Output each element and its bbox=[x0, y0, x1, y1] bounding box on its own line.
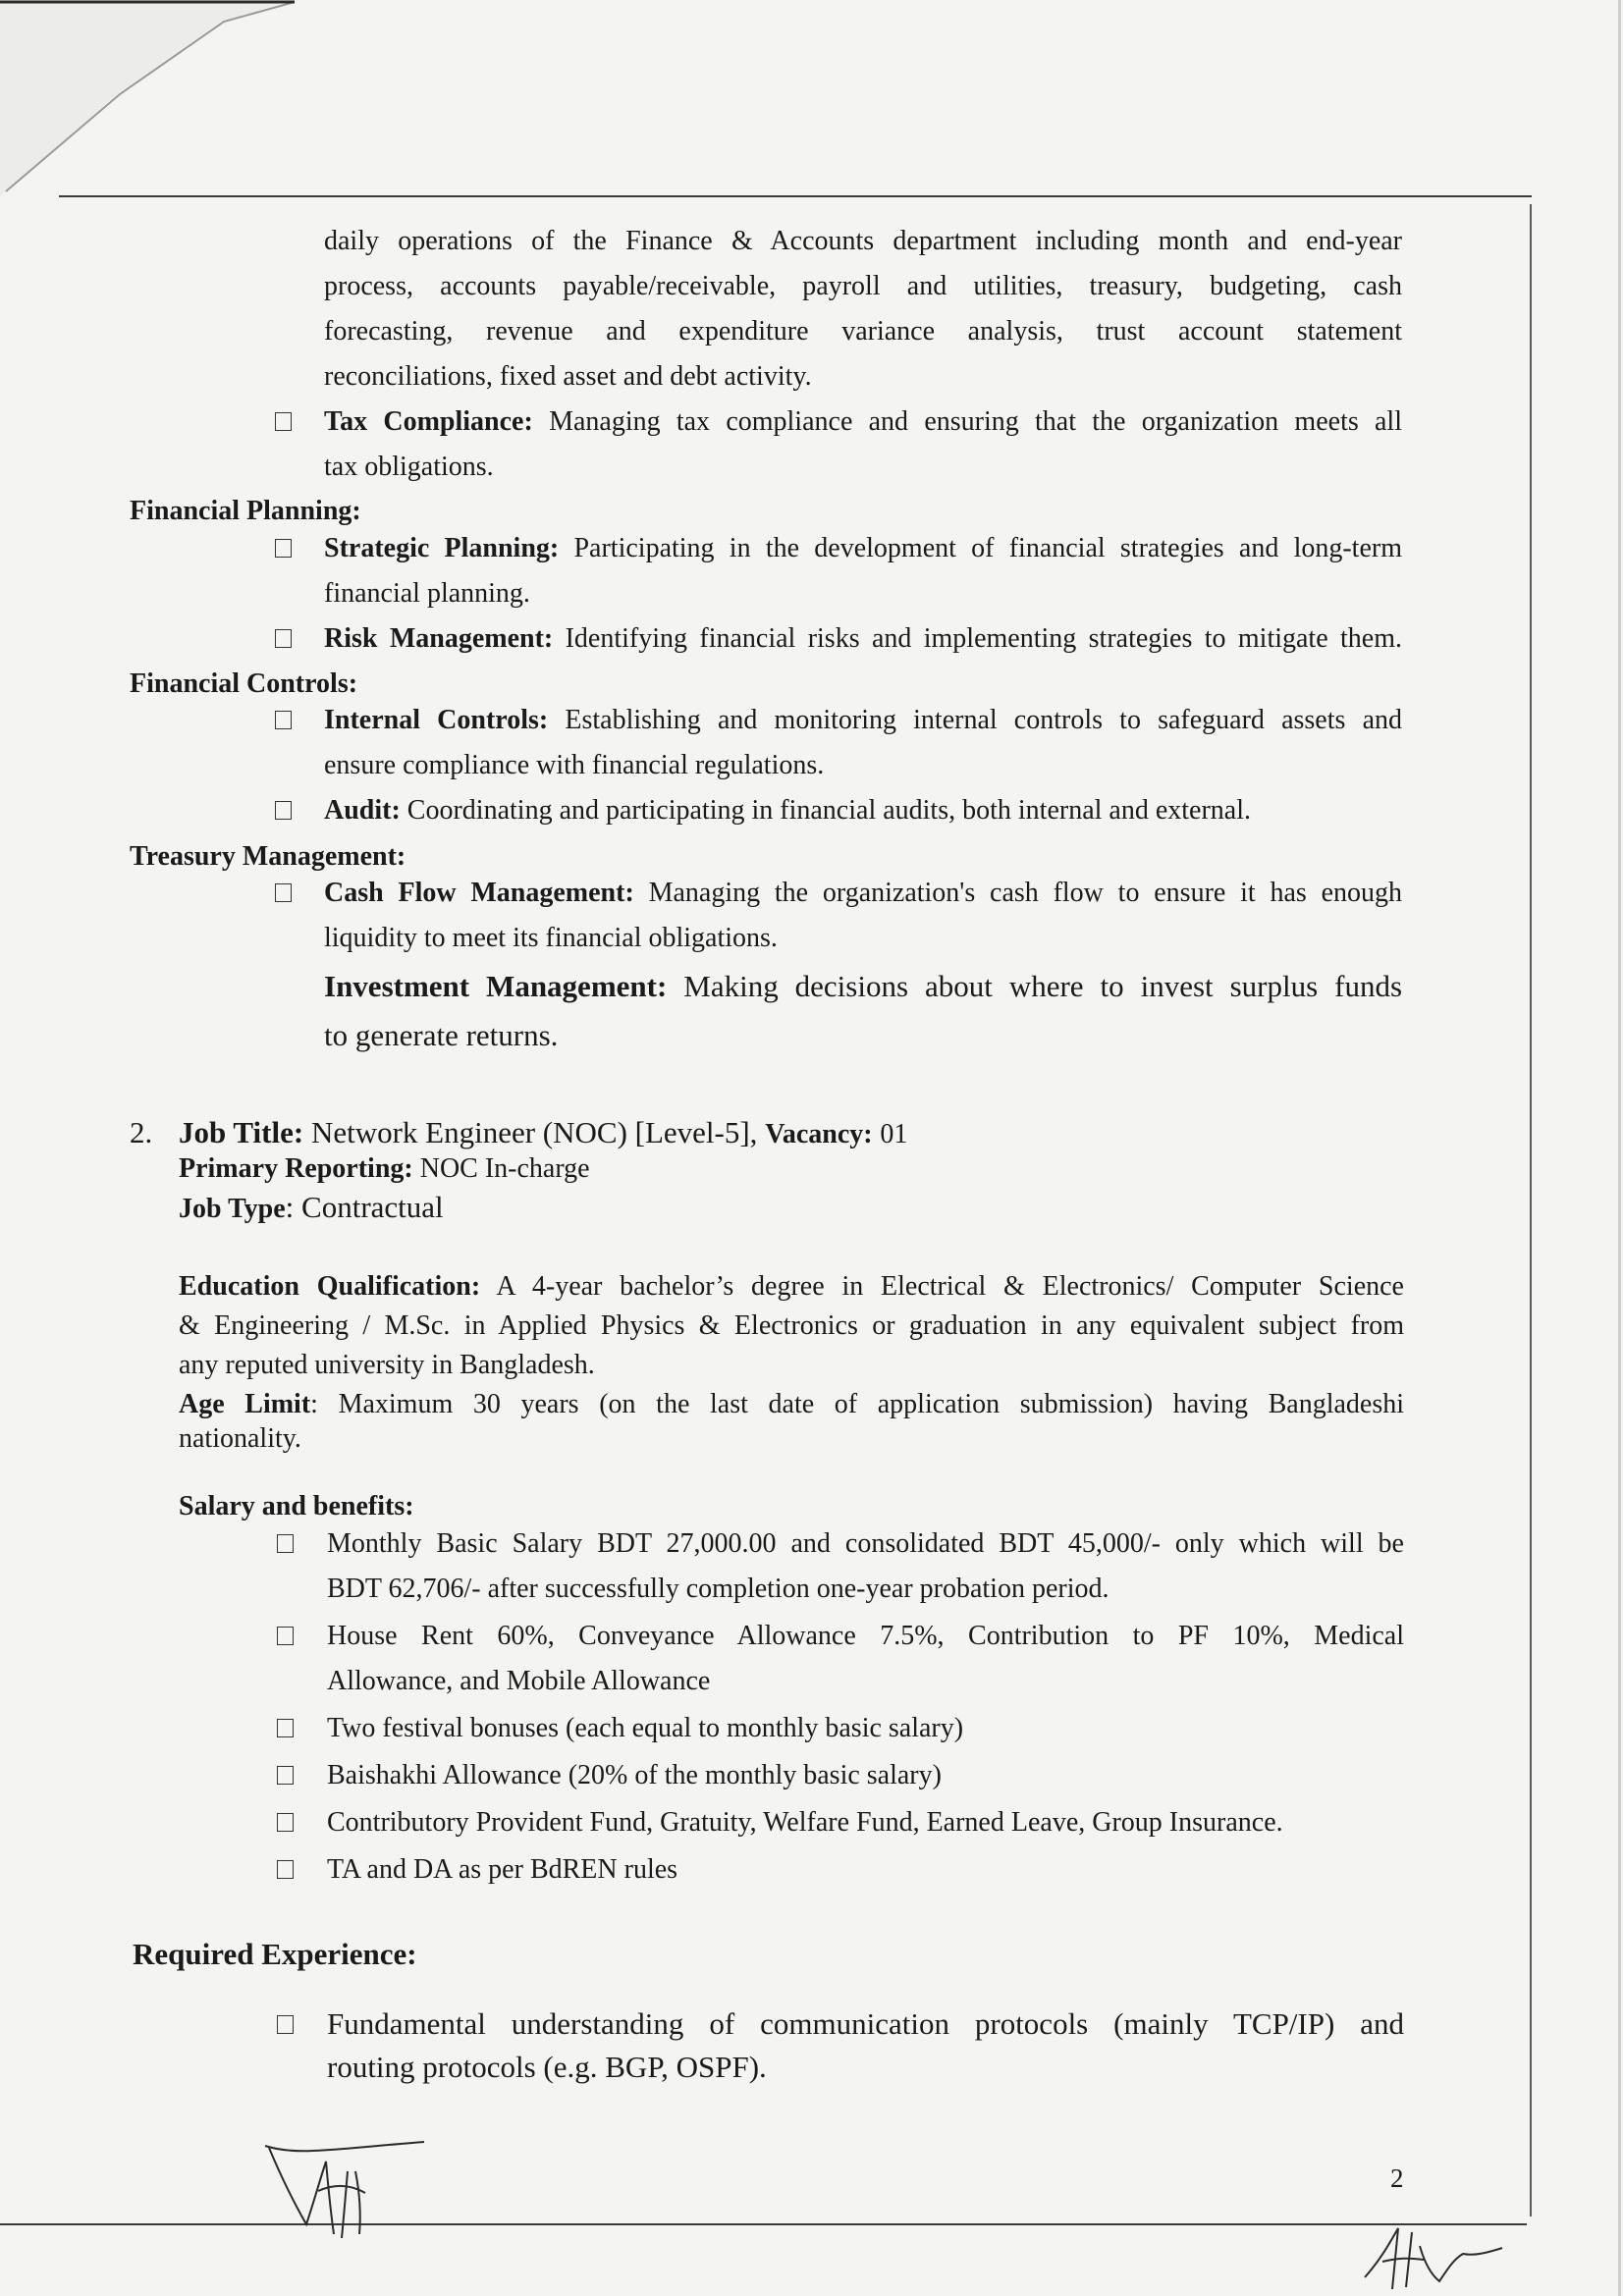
vacancy-label: Vacancy: bbox=[765, 1119, 873, 1149]
checkbox-icon bbox=[277, 1813, 294, 1832]
tax-compliance-text-2: tax obligations. bbox=[324, 452, 494, 482]
experience-item-1-line-2: routing protocols (e.g. BGP, OSPF). bbox=[327, 2050, 767, 2084]
strategic-planning-text: Participating in the development of financial strategies and long-term bbox=[573, 533, 1402, 563]
checkbox-icon bbox=[275, 883, 292, 902]
audit-item bbox=[324, 788, 1251, 833]
salary-benefit-6: TA and DA as per BdREN rules bbox=[327, 1854, 678, 1885]
checkbox-icon bbox=[275, 412, 292, 431]
salary-benefit-3: Two festival bonuses (each equal to monthly basic salary) bbox=[327, 1713, 964, 1743]
frame-right-line bbox=[1530, 204, 1532, 2216]
tax-compliance-text: Managing tax compliance and ensuring that the organization meets all bbox=[549, 406, 1402, 437]
age-limit-text: : Maximum 30 years (on the last date of application submission) having Bangladeshi bbox=[310, 1389, 1405, 1419]
primary-reporting-label: Primary Reporting: bbox=[179, 1153, 413, 1184]
education-label: Education Qualification: bbox=[179, 1271, 481, 1302]
internal-controls-label: Internal Controls: bbox=[324, 705, 549, 735]
finance-ops-line-2: process, accounts payable/receivable, payroll and utilities, treasury, budgeting, cash bbox=[324, 271, 1402, 301]
internal-controls-text-2: ensure compliance with financial regulations. bbox=[324, 750, 825, 780]
salary-benefit-1-line-2: BDT 62,706/- after successfully completion one-year probation period. bbox=[327, 1574, 1109, 1604]
treasury-management-heading: Treasury Management: bbox=[130, 841, 406, 872]
checkbox-icon bbox=[275, 539, 292, 558]
job-number: 2. bbox=[130, 1115, 153, 1149]
tax-compliance-item bbox=[324, 400, 1402, 445]
investment-management-item bbox=[324, 962, 1402, 1011]
salary-benefit-2-line-2: Allowance, and Mobile Allowance bbox=[327, 1666, 711, 1696]
education-text: A 4-year bachelor’s degree in Electrical & Electronics/ Computer Science bbox=[496, 1271, 1404, 1302]
salary-benefit-1: Monthly Basic Salary BDT 27,000.00 and consolidated BDT 45,000/- only which will be bbox=[327, 1528, 1404, 1559]
strategic-planning-label: Strategic Planning: bbox=[324, 533, 560, 563]
finance-ops-line-3: forecasting, revenue and expenditure variance analysis, trust account statement bbox=[324, 316, 1402, 347]
salary-heading: Salary and benefits: bbox=[179, 1491, 414, 1522]
audit-label: Audit: bbox=[324, 795, 401, 826]
salary-benefit-2: House Rent 60%, Conveyance Allowance 7.5%, Contribution to PF 10%, Medical bbox=[327, 1621, 1404, 1651]
checkbox-icon bbox=[277, 1534, 294, 1553]
internal-controls-item bbox=[324, 698, 1402, 743]
finance-ops-line-1: daily operations of the Finance & Accounts department including month and end-year bbox=[324, 226, 1402, 256]
strategic-planning-item bbox=[324, 526, 1402, 571]
age-limit-line-2: nationality. bbox=[179, 1423, 301, 1454]
job-type-value: : Contractual bbox=[285, 1190, 444, 1224]
job-title-value: Network Engineer (NOC) [Level-5], bbox=[310, 1115, 758, 1149]
checkbox-icon bbox=[275, 801, 292, 820]
frame-top-line bbox=[59, 195, 1532, 197]
internal-controls-text: Establishing and monitoring internal controls to safeguard assets and bbox=[565, 705, 1402, 735]
vacancy-value: 01 bbox=[880, 1119, 908, 1149]
job-type-line bbox=[179, 1185, 444, 1232]
investment-management-text: Making decisions about where to invest surplus funds bbox=[683, 969, 1403, 1003]
education-line-3: any reputed university in Bangladesh. bbox=[179, 1350, 595, 1380]
primary-reporting-value: NOC In-charge bbox=[419, 1153, 590, 1184]
cash-flow-label: Cash Flow Management: bbox=[324, 878, 634, 908]
risk-management-item bbox=[324, 616, 1402, 662]
salary-benefit-5: Contributory Provident Fund, Gratuity, Welfare Fund, Earned Leave, Group Insurance. bbox=[327, 1807, 1283, 1838]
audit-text: Coordinating and participating in financial audits, both internal and external. bbox=[406, 795, 1251, 826]
investment-management-text-2: to generate returns. bbox=[324, 1018, 559, 1052]
education-line-2: & Engineering / M.Sc. in Applied Physics & Electronics or graduation in any equivalent subject from bbox=[179, 1310, 1404, 1341]
strategic-planning-text-2: financial planning. bbox=[324, 578, 530, 609]
checkbox-icon bbox=[277, 1860, 294, 1879]
page-number: 2 bbox=[1390, 2163, 1404, 2193]
age-limit-line-1 bbox=[179, 1382, 1404, 1427]
cash-flow-item bbox=[324, 871, 1402, 916]
job-title-label: Job Title: bbox=[179, 1115, 304, 1149]
page-fold-corner bbox=[0, 0, 314, 196]
signature-initials-left bbox=[257, 2132, 434, 2250]
scan-edge bbox=[1618, 0, 1621, 2296]
cash-flow-text: Managing the organization's cash flow to ensure it has enough bbox=[648, 878, 1402, 908]
risk-management-text: Identifying financial risks and implementing strategies to mitigate them. bbox=[565, 623, 1402, 654]
signature-initials-right bbox=[1355, 2220, 1532, 2295]
required-experience-heading: Required Experience: bbox=[133, 1937, 417, 1971]
salary-benefit-4: Baishakhi Allowance (20% of the monthly basic salary) bbox=[327, 1760, 942, 1790]
finance-ops-line-4: reconciliations, fixed asset and debt activity. bbox=[324, 361, 812, 392]
risk-management-label: Risk Management: bbox=[324, 623, 554, 654]
checkbox-icon bbox=[275, 711, 292, 729]
checkbox-icon bbox=[277, 1627, 294, 1645]
tax-compliance-label: Tax Compliance: bbox=[324, 406, 533, 437]
checkbox-icon bbox=[277, 1719, 294, 1737]
job-type-label: Job Type bbox=[179, 1194, 286, 1224]
financial-controls-heading: Financial Controls: bbox=[130, 668, 358, 699]
experience-item-1: Fundamental understanding of communication protocols (mainly TCP/IP) and bbox=[327, 2006, 1404, 2041]
frame-bottom-line bbox=[0, 2223, 1527, 2225]
checkbox-icon bbox=[277, 1766, 294, 1785]
cash-flow-text-2: liquidity to meet its financial obligations. bbox=[324, 923, 778, 953]
checkbox-icon bbox=[277, 2015, 294, 2034]
financial-planning-heading: Financial Planning: bbox=[130, 496, 361, 526]
age-limit-label: Age Limit bbox=[179, 1389, 311, 1419]
checkbox-icon bbox=[275, 629, 292, 648]
investment-management-label: Investment Management: bbox=[324, 969, 668, 1003]
